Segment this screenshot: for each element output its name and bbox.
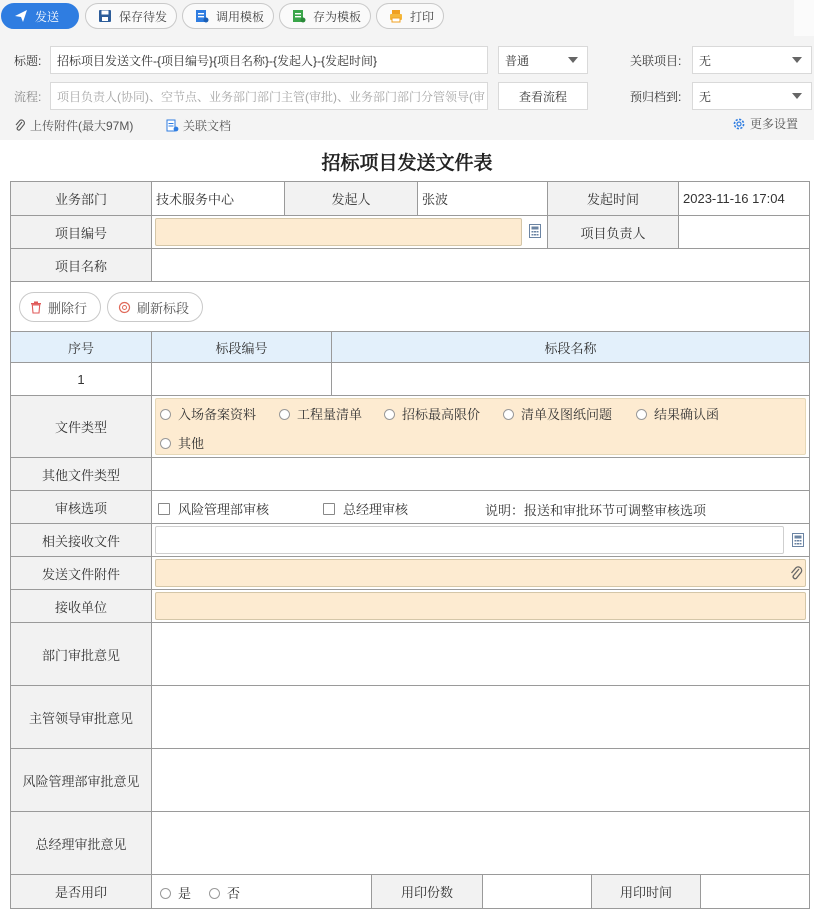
project-owner-label: 项目负责人 xyxy=(548,216,679,249)
use-template-label: 调用模板 xyxy=(216,9,265,24)
more-settings-label: 更多设置 xyxy=(750,117,799,131)
save-draft-label: 保存待发 xyxy=(119,9,168,24)
time-value: 2023-11-16 17:04 xyxy=(679,182,809,216)
file-type-option-5[interactable] xyxy=(636,404,719,423)
upload-attachment-link[interactable] xyxy=(14,117,133,134)
refresh-section-button[interactable] xyxy=(107,292,203,322)
gm-opinion-label: 总经理审批意见 xyxy=(11,812,152,875)
related-project-value: 无 xyxy=(699,53,712,68)
file-type-option-5-label: 结果确认函 xyxy=(654,407,720,422)
send-button-label: 发送 xyxy=(35,9,60,24)
related-doc-label: 关联文档 xyxy=(183,119,232,133)
review-gm-option[interactable] xyxy=(323,499,408,518)
seal-cell xyxy=(152,875,372,908)
trash-icon xyxy=(30,301,42,314)
radio-icon xyxy=(160,409,171,420)
title-input[interactable]: 招标项目发送文件-{项目编号}{项目名称}-{发起人}-{发起时间} xyxy=(50,46,488,74)
receiver-input[interactable] xyxy=(155,592,806,620)
calculator-icon[interactable] xyxy=(792,533,804,547)
send-button[interactable] xyxy=(1,3,79,29)
upload-attachment-label: 上传附件(最大97M) xyxy=(30,119,134,133)
related-doc-link[interactable] xyxy=(166,117,231,134)
file-type-option-6-label: 其他 xyxy=(178,436,205,451)
review-label: 审核选项 xyxy=(11,491,152,524)
initiator-value: 张波 xyxy=(418,182,548,216)
leader-opinion-label: 主管领导审批意见 xyxy=(11,686,152,749)
related-project-select[interactable] xyxy=(692,46,812,74)
use-template-button[interactable] xyxy=(182,3,274,29)
toolbar xyxy=(0,0,814,36)
file-type-option-3[interactable] xyxy=(384,404,480,423)
gm-opinion-value[interactable] xyxy=(152,812,809,875)
toolbar-edge xyxy=(794,0,814,36)
section-toolbar xyxy=(11,282,809,332)
file-type-option-1-label: 入场备案资料 xyxy=(178,407,257,422)
archive-select[interactable] xyxy=(692,82,812,110)
flow-input[interactable]: 项目负责人(协同)、空节点、业务部门部门主管(审批)、业务部门部门分管领导(审 xyxy=(50,82,488,110)
flow-label: 流程: xyxy=(14,90,42,104)
file-type-option-4[interactable] xyxy=(503,404,612,423)
row1-section-name[interactable] xyxy=(332,363,809,396)
risk-opinion-value[interactable] xyxy=(152,749,809,812)
send-attach-input[interactable] xyxy=(155,559,806,587)
project-no-cell xyxy=(152,216,548,249)
col-section-name-header: 标段名称 xyxy=(332,332,809,363)
project-no-input[interactable] xyxy=(155,218,522,246)
radio-icon xyxy=(384,409,395,420)
file-type-option-2[interactable] xyxy=(279,404,362,423)
dept-opinion-label: 部门审批意见 xyxy=(11,623,152,686)
document-link-icon xyxy=(166,119,179,132)
initiator-label: 发起人 xyxy=(285,182,418,216)
related-receive-cell xyxy=(152,524,809,557)
file-type-option-1[interactable] xyxy=(160,404,256,423)
file-type-option-2-label: 工程量清单 xyxy=(297,407,363,422)
checkbox-icon xyxy=(158,503,170,515)
review-note: 说明：报送和审批环节可调整审核选项 xyxy=(485,503,707,518)
seal-copies-value[interactable] xyxy=(483,875,592,908)
archive-label: 预归档到: xyxy=(630,90,682,104)
project-owner-value[interactable] xyxy=(679,216,809,249)
form-header xyxy=(0,36,814,140)
chevron-down-icon xyxy=(568,57,578,63)
seal-yes-label: 是 xyxy=(178,886,192,901)
dept-opinion-value[interactable] xyxy=(152,623,809,686)
radio-icon xyxy=(503,409,514,420)
printer-icon xyxy=(389,9,403,23)
checkbox-icon xyxy=(323,503,335,515)
form-table xyxy=(10,181,810,909)
send-icon xyxy=(14,9,28,23)
radio-icon xyxy=(160,888,171,899)
delete-row-button[interactable] xyxy=(19,292,101,322)
refresh-icon xyxy=(118,301,131,314)
more-settings-link[interactable] xyxy=(732,115,798,132)
receiver-label: 接收单位 xyxy=(11,590,152,623)
review-gm-label: 总经理审核 xyxy=(343,502,409,517)
time-label: 发起时间 xyxy=(548,182,679,216)
seal-no-label: 否 xyxy=(227,886,241,901)
project-no-label: 项目编号 xyxy=(11,216,152,249)
radio-icon xyxy=(279,409,290,420)
file-type-option-4-label: 清单及图纸问题 xyxy=(521,407,613,422)
seal-no-option[interactable] xyxy=(209,883,240,902)
related-receive-label: 相关接收文件 xyxy=(11,524,152,557)
print-label: 打印 xyxy=(410,9,435,24)
calculator-icon[interactable] xyxy=(529,224,541,238)
radio-icon xyxy=(160,438,171,449)
risk-opinion-label: 风险管理部审批意见 xyxy=(11,749,152,812)
paperclip-icon[interactable] xyxy=(789,565,803,581)
seal-time-label: 用印时间 xyxy=(592,875,701,908)
save-draft-button[interactable] xyxy=(85,3,177,29)
seal-time-value[interactable] xyxy=(701,875,809,908)
refresh-section-label: 刷新标段 xyxy=(137,300,190,316)
delete-row-label: 删除行 xyxy=(48,300,88,316)
save-template-label: 存为模板 xyxy=(313,9,362,24)
paperclip-icon xyxy=(14,119,26,132)
priority-select[interactable] xyxy=(498,46,588,74)
print-button[interactable] xyxy=(376,3,444,29)
project-name-value[interactable] xyxy=(152,249,809,282)
col-seq-header: 序号 xyxy=(11,332,152,363)
row1-seq: 1 xyxy=(11,363,152,396)
template-icon xyxy=(195,9,209,23)
gear-icon xyxy=(732,117,746,131)
save-template-button[interactable] xyxy=(279,3,371,29)
file-type-label: 文件类型 xyxy=(11,396,152,458)
row1-section-no[interactable] xyxy=(152,363,332,396)
save-template-icon xyxy=(292,9,306,23)
receiver-cell xyxy=(152,590,809,623)
review-risk-label: 风险管理部审核 xyxy=(178,502,270,517)
other-file-type-value[interactable] xyxy=(152,458,809,491)
send-attach-label: 发送文件附件 xyxy=(11,557,152,590)
seal-copies-label: 用印份数 xyxy=(372,875,483,908)
related-project-label: 关联项目: xyxy=(630,54,682,68)
archive-value: 无 xyxy=(699,89,712,104)
related-receive-input[interactable] xyxy=(155,526,784,554)
file-type-cell xyxy=(152,396,809,458)
radio-icon xyxy=(209,888,220,899)
chevron-down-icon xyxy=(792,57,802,63)
priority-value: 普通 xyxy=(505,53,530,68)
form-title: 招标项目发送文件表 xyxy=(321,153,493,174)
chevron-down-icon xyxy=(792,93,802,99)
other-file-type-label: 其他文件类型 xyxy=(11,458,152,491)
project-name-label: 项目名称 xyxy=(11,249,152,282)
file-type-option-3-label: 招标最高限价 xyxy=(402,407,481,422)
review-cell xyxy=(152,491,809,524)
review-risk-option[interactable] xyxy=(158,499,269,518)
dept-label: 业务部门 xyxy=(11,182,152,216)
dept-value: 技术服务中心 xyxy=(152,182,285,216)
radio-icon xyxy=(636,409,647,420)
save-icon xyxy=(98,9,112,23)
title-label: 标题: xyxy=(14,54,42,68)
view-flow-button[interactable]: 查看流程 xyxy=(498,82,588,110)
leader-opinion-value[interactable] xyxy=(152,686,809,749)
col-section-no-header: 标段编号 xyxy=(152,332,332,363)
file-type-option-6[interactable] xyxy=(160,433,204,452)
seal-yes-option[interactable] xyxy=(160,883,191,902)
seal-label: 是否用印 xyxy=(11,875,152,908)
send-attach-cell xyxy=(152,557,809,590)
